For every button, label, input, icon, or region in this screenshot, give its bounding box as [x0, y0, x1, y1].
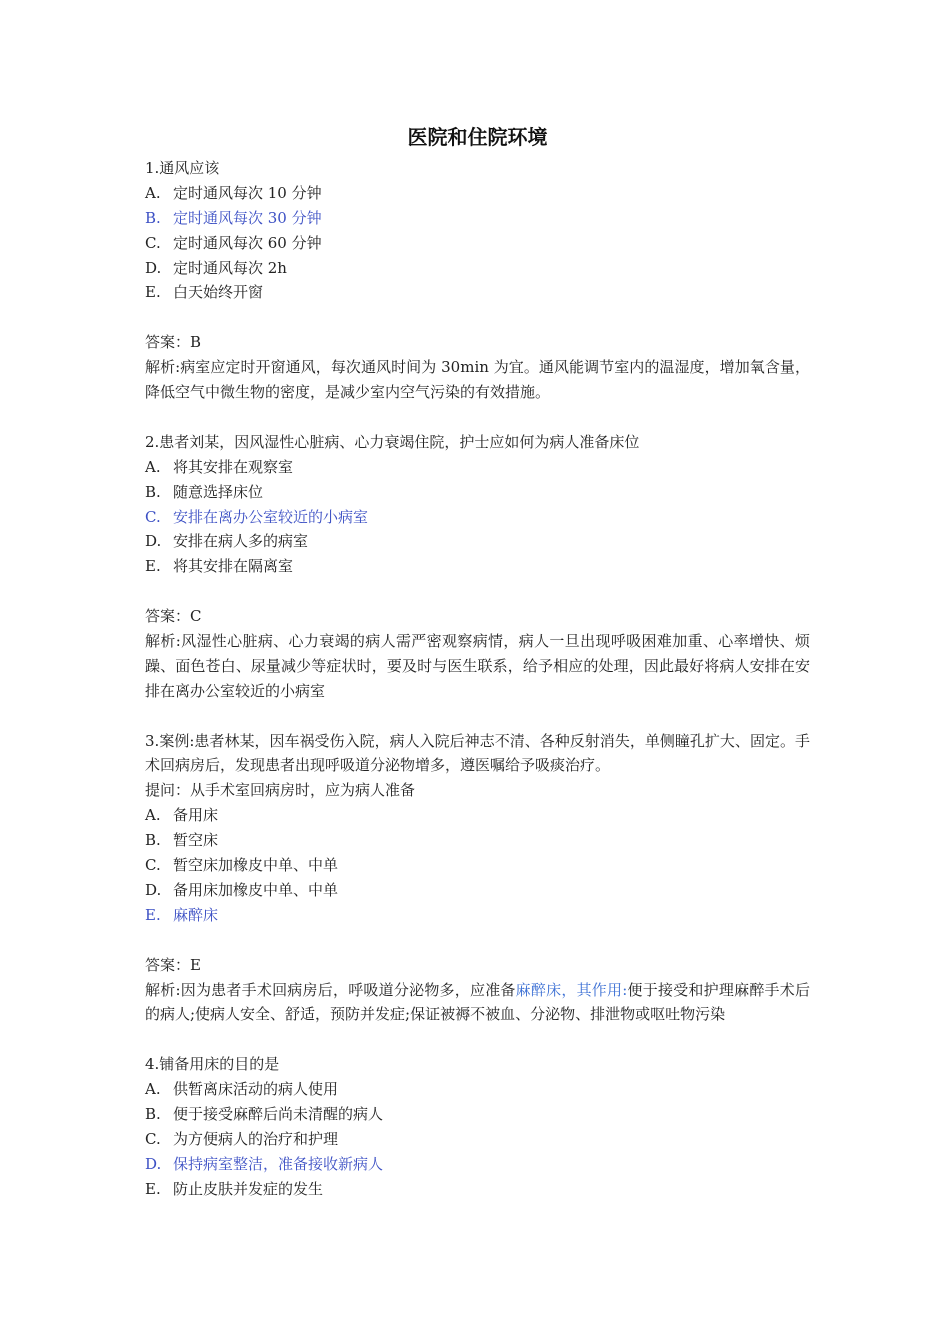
analysis: 解析:病室应定时开窗通风，每次通风时间为 30min 为宜。通风能调节室内的温湿度，增加氧含量，降低空气中微生物的密度，是减少室内空气污染的有效措施。	[145, 358, 810, 402]
page-title: 医院和住院环境	[407, 125, 548, 149]
question-4	[145, 1052, 810, 1201]
question-stem: 1.通风应该	[145, 159, 220, 177]
answer: 答案：C	[145, 607, 202, 626]
option-e-correct: E. 麻醉床	[145, 905, 219, 924]
question-prompt: 提问：从手术室回病房时，应为病人准备	[145, 781, 416, 800]
option-c-correct: C. 安排在离办公室较近的小病室	[145, 507, 369, 526]
option-d: D. 备用床加橡皮中单、中单	[145, 880, 339, 899]
option-b: B. 便于接受麻醉后尚未清醒的病人	[145, 1104, 384, 1123]
analysis: 解析:风湿性心脏病、心力衰竭的病人需严密观察病情，病人一旦出现呼吸困难加重、心率增快、烦躁、面色苍白、尿量减少等症状时，要及时与医生联系，给予相应的处理，因此最好将病人安排在安排在离办公室较近的小病室	[145, 631, 810, 700]
question-stem: 3.案例:患者林某，因车祸受伤入院，病人入院后神志不清、各种反射消失，单侧瞳孔扩大、固定。手术回病房后，发现患者出现呼吸道分泌物增多，遵医嘱给予吸痰治疗。	[145, 731, 810, 775]
option-d: D. 定时通风每次 2h	[145, 258, 287, 277]
option-c: C. 暂空床加橡皮中单、中单	[145, 856, 339, 875]
analysis-highlight: 麻醉床，其作用:	[515, 980, 628, 999]
option-a: A. 将其安排在观察室	[145, 457, 294, 476]
question-3	[145, 729, 810, 1053]
option-e: E. 将其安排在隔离室	[145, 557, 294, 576]
option-a: A. 定时通风每次 10 分钟	[145, 183, 322, 202]
option-b-correct: B. 定时通风每次 30 分钟	[145, 208, 322, 227]
question-stem: 2.患者刘某，因风湿性心脏病、心力衰竭住院，护士应如何为病人准备床位	[145, 432, 640, 451]
option-b: B. 暂空床	[145, 831, 219, 850]
analysis: 解析:因为患者手术回病房后，呼吸道分泌物多，应准备麻醉床，其作用:便于接受和护理麻醉手术后的病人;使病人安全、舒适，预防并发症;保证被褥不被血、分泌物、排泄物或呕吐物污染	[145, 980, 810, 1024]
answer: 答案：B	[145, 333, 202, 352]
option-e: E. 防止皮肤并发症的发生	[145, 1179, 324, 1198]
option-a: A. 供暂离床活动的病人使用	[145, 1080, 339, 1099]
question-1	[145, 156, 810, 430]
option-a: A. 备用床	[145, 806, 219, 825]
option-e: E. 白天始终开窗	[145, 283, 264, 302]
option-d-correct: D. 保持病室整洁，准备接收新病人	[145, 1154, 384, 1173]
answer: 答案：E	[145, 955, 201, 974]
option-d: D. 安排在病人多的病室	[145, 532, 309, 551]
document-page	[145, 118, 810, 1202]
question-stem: 4.铺备用床的目的是	[145, 1055, 280, 1074]
option-b: B. 随意选择床位	[145, 482, 264, 501]
option-c: C. 定时通风每次 60 分钟	[145, 233, 322, 252]
option-c: C. 为方便病人的治疗和护理	[145, 1129, 339, 1148]
question-2	[145, 430, 810, 729]
